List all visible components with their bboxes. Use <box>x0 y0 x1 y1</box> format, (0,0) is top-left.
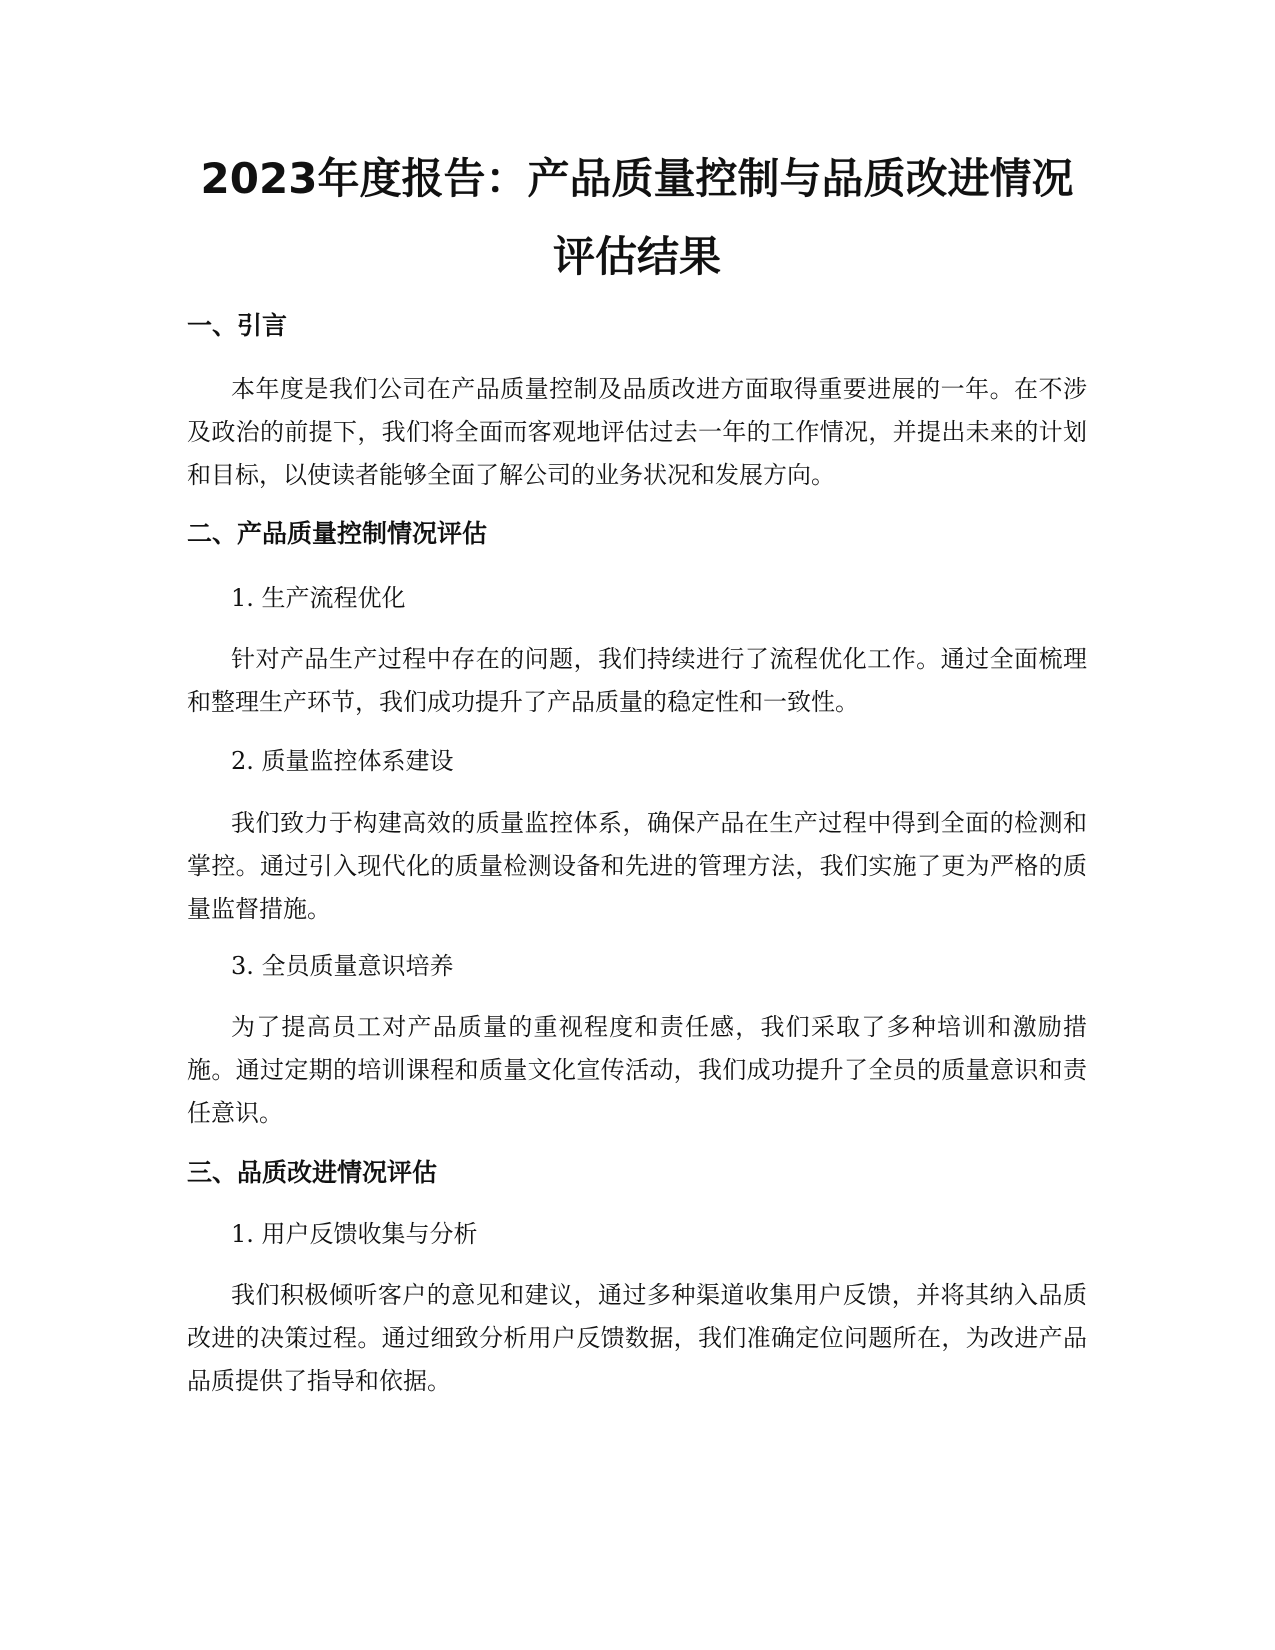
document-page <box>187 140 1087 1395</box>
document-title: 2023年度报告：产品质量控制与品质改进情况评估结果 <box>200 154 1074 281</box>
section-heading-quality-improvement: 三、品质改进情况评估 <box>187 1158 438 1187</box>
paragraph-process-optimization: 针对产品生产过程中存在的问题，我们持续进行了流程优化工作。通过全面梳理和整理生产环节，我们成功提升了产品质量的稳定性和一致性。 <box>187 645 1087 716</box>
paragraph-quality-awareness: 为了提高员工对产品质量的重视程度和责任感，我们采取了多种培训和激励措施。通过定期的培训课程和质量文化宣传活动，我们成功提升了全员的质量意识和责任意识。 <box>187 1013 1087 1127</box>
subheading-quality-awareness: 3. 全员质量意识培养 <box>231 952 454 980</box>
subheading-process-optimization: 1. 生产流程优化 <box>231 584 406 612</box>
paragraph-user-feedback: 我们积极倾听客户的意见和建议，通过多种渠道收集用户反馈，并将其纳入品质改进的决策过程。通过细致分析用户反馈数据，我们准确定位问题所在，为改进产品品质提供了指导和依据。 <box>187 1281 1087 1395</box>
paragraph-quality-monitoring: 我们致力于构建高效的质量监控体系，确保产品在生产过程中得到全面的检测和掌控。通过引入现代化的质量检测设备和先进的管理方法，我们实施了更为严格的质量监督措施。 <box>187 809 1087 923</box>
subheading-user-feedback: 1. 用户反馈收集与分析 <box>231 1220 478 1248</box>
intro-paragraph: 本年度是我们公司在产品质量控制及品质改进方面取得重要进展的一年。在不涉及政治的前提下，我们将全面而客观地评估过去一年的工作情况，并提出未来的计划和目标，以使读者能够全面了解公司的业务状况和发展方向。 <box>187 375 1087 489</box>
subheading-quality-monitoring: 2. 质量监控体系建设 <box>231 747 454 775</box>
section-heading-quality-control: 二、产品质量控制情况评估 <box>187 519 488 548</box>
section-heading-intro: 一、引言 <box>187 311 288 340</box>
